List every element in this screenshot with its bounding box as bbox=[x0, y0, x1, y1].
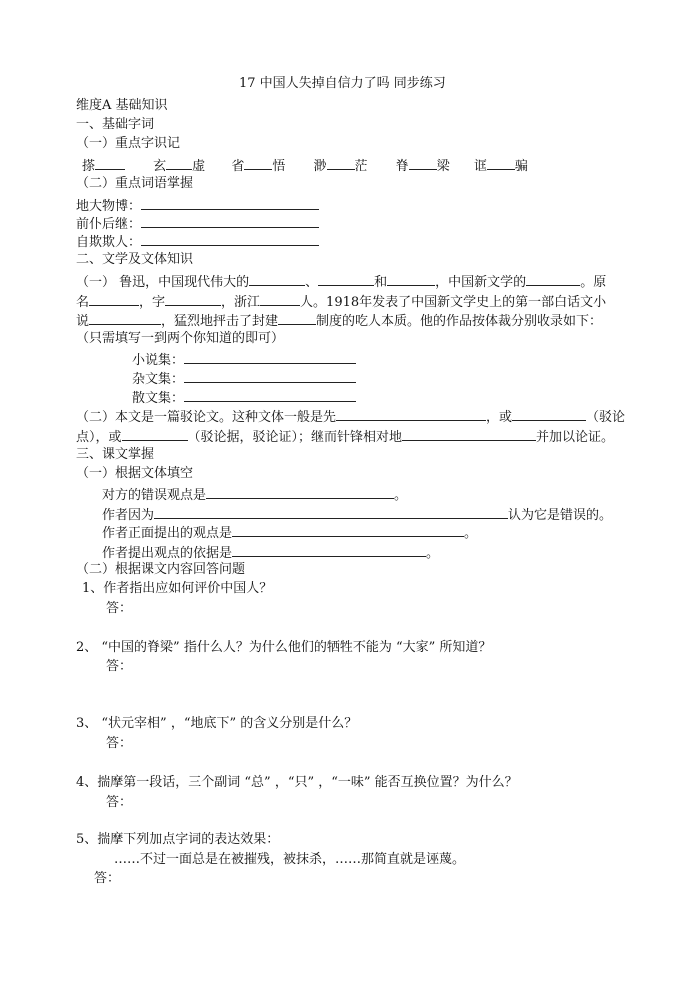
answer-label: 答： bbox=[106, 659, 133, 674]
blank[interactable] bbox=[122, 427, 188, 441]
text: 。 bbox=[426, 546, 440, 561]
text: 制度的吃人本质。他的作品按体裁分别收录如下： bbox=[316, 314, 603, 329]
text: ，猛烈地抨击了封建 bbox=[161, 314, 279, 329]
word-line bbox=[76, 214, 319, 233]
text: 说 bbox=[76, 314, 90, 329]
para-line bbox=[76, 272, 606, 291]
section-1-heading: 一、基础字词 bbox=[76, 117, 155, 132]
char: 省 bbox=[231, 159, 245, 174]
text: ，浙江 bbox=[221, 295, 261, 310]
blank[interactable] bbox=[141, 196, 319, 210]
page-title: 17 中国人失掉自信力了吗 同步练习 bbox=[239, 76, 446, 91]
section-3a-heading: （一）根据文体填空 bbox=[76, 466, 194, 481]
blank[interactable] bbox=[232, 543, 426, 557]
question-2: 2、 “中国的脊梁” 指什么人？为什么他们的牺牲不能为 “大家” 所知道？ bbox=[76, 640, 492, 655]
text: 。原 bbox=[580, 275, 607, 290]
blank[interactable] bbox=[89, 292, 139, 306]
collection-line bbox=[132, 350, 356, 369]
text: 作者提出观点的依据是 bbox=[102, 546, 233, 561]
blank[interactable] bbox=[206, 485, 394, 499]
fill-line bbox=[102, 505, 612, 524]
blank[interactable] bbox=[487, 156, 515, 170]
blank[interactable] bbox=[141, 214, 319, 228]
question-3: 3、 “状元宰相” ，“地底下” 的含义分别是什么？ bbox=[76, 716, 358, 731]
text: 点），或 bbox=[76, 430, 122, 445]
blank[interactable] bbox=[327, 156, 355, 170]
text: 对方的错误观点是 bbox=[102, 488, 207, 503]
collection-label: 杂文集： bbox=[132, 372, 185, 387]
text: ，中国新文学的 bbox=[435, 275, 527, 290]
fill-line bbox=[102, 485, 407, 504]
dimension-heading: 维度A 基础知识 bbox=[76, 98, 168, 113]
question-5: 5、揣摩下列加点字词的表达效果： bbox=[76, 832, 280, 847]
para-line bbox=[76, 311, 602, 330]
blank[interactable] bbox=[278, 311, 316, 325]
char: 茫 bbox=[354, 159, 368, 174]
char: 骗 bbox=[514, 159, 528, 174]
text: （一） 鲁迅，中国现代伟大的 bbox=[76, 275, 250, 290]
para-line bbox=[76, 407, 625, 426]
question-1: 1、作者指出应如何评价中国人？ bbox=[82, 581, 273, 596]
section-3b-heading: （二）根据课文内容回答问题 bbox=[76, 562, 246, 577]
text: （驳论 bbox=[586, 410, 626, 425]
text: 。 bbox=[394, 488, 408, 503]
text: 。 bbox=[464, 526, 478, 541]
blank[interactable] bbox=[232, 523, 464, 537]
text: （二）本文是一篇驳论文。这种文体一般是先 bbox=[76, 410, 337, 425]
text: 并加以论证。 bbox=[536, 430, 615, 445]
answer-label: 答： bbox=[106, 736, 133, 751]
blank[interactable] bbox=[249, 272, 305, 286]
blank[interactable] bbox=[166, 156, 192, 170]
word-label: 自欺欺人： bbox=[76, 235, 142, 250]
text: 认为它是错误的。 bbox=[508, 508, 613, 523]
text: 作者因为 bbox=[102, 508, 155, 523]
text: 人。1918年发表了中国新文学史上的第一部白话文小 bbox=[300, 295, 607, 310]
collection-label: 小说集： bbox=[132, 353, 185, 368]
fill-line bbox=[102, 543, 439, 562]
blank[interactable] bbox=[512, 407, 586, 421]
para-line bbox=[76, 427, 614, 446]
word-label: 地大物博： bbox=[76, 199, 142, 214]
char-row bbox=[82, 156, 528, 175]
text: ，或 bbox=[486, 410, 513, 425]
text: 作者正面提出的观点是 bbox=[102, 526, 233, 541]
char: 诓 bbox=[473, 159, 487, 174]
char: 脊 bbox=[395, 159, 409, 174]
blank[interactable] bbox=[141, 232, 319, 246]
collection-line bbox=[132, 388, 356, 407]
answer-label: 答： bbox=[94, 871, 121, 886]
char: 玄 bbox=[153, 159, 167, 174]
word-line bbox=[76, 196, 319, 215]
char: 悟 bbox=[272, 159, 286, 174]
blank[interactable] bbox=[336, 407, 486, 421]
text: 和 bbox=[374, 275, 388, 290]
char: 渺 bbox=[313, 159, 327, 174]
blank[interactable] bbox=[260, 292, 300, 306]
blank[interactable] bbox=[89, 311, 161, 325]
blank[interactable] bbox=[165, 292, 221, 306]
blank[interactable] bbox=[402, 427, 536, 441]
char: 虚 bbox=[192, 159, 206, 174]
blank[interactable] bbox=[95, 156, 125, 170]
para-note: （只需填写一到两个你知道的即可） bbox=[76, 331, 285, 346]
word-line bbox=[76, 232, 319, 251]
section-3-heading: 三、课文掌握 bbox=[76, 447, 155, 462]
blank[interactable] bbox=[184, 369, 356, 383]
blank[interactable] bbox=[318, 272, 374, 286]
fill-line bbox=[102, 523, 477, 542]
blank[interactable] bbox=[387, 272, 435, 286]
answer-label: 答： bbox=[106, 601, 133, 616]
blank[interactable] bbox=[409, 156, 437, 170]
text: 、 bbox=[305, 275, 319, 290]
blank[interactable] bbox=[154, 505, 508, 519]
collection-label: 散文集： bbox=[132, 391, 185, 406]
question-5-sentence: ……不过一面总是在被摧残，被抹杀，……那简直就是诬蔑。 bbox=[114, 852, 466, 867]
blank[interactable] bbox=[184, 388, 356, 402]
text: ，字 bbox=[139, 295, 166, 310]
section-2-heading: 二、文学及文体知识 bbox=[76, 252, 194, 267]
section-1a-heading: （一）重点字识记 bbox=[76, 136, 181, 151]
word-label: 前仆后继： bbox=[76, 217, 142, 232]
blank[interactable] bbox=[244, 156, 272, 170]
blank[interactable] bbox=[184, 350, 356, 364]
text: 名 bbox=[76, 295, 90, 310]
blank[interactable] bbox=[526, 272, 580, 286]
section-1b-heading: （二）重点词语掌握 bbox=[76, 176, 194, 191]
para-line bbox=[76, 292, 606, 311]
answer-label: 答： bbox=[106, 795, 133, 810]
collection-line bbox=[132, 369, 356, 388]
text: （驳论据，驳论证）；继而针锋相对地 bbox=[187, 430, 403, 445]
char: 梁 bbox=[436, 159, 450, 174]
char: 搽 bbox=[82, 159, 96, 174]
question-4: 4、揣摩第一段话，三个副词 “总” ，“只” ，“一味” 能否互换位置？为什么？ bbox=[76, 775, 518, 790]
